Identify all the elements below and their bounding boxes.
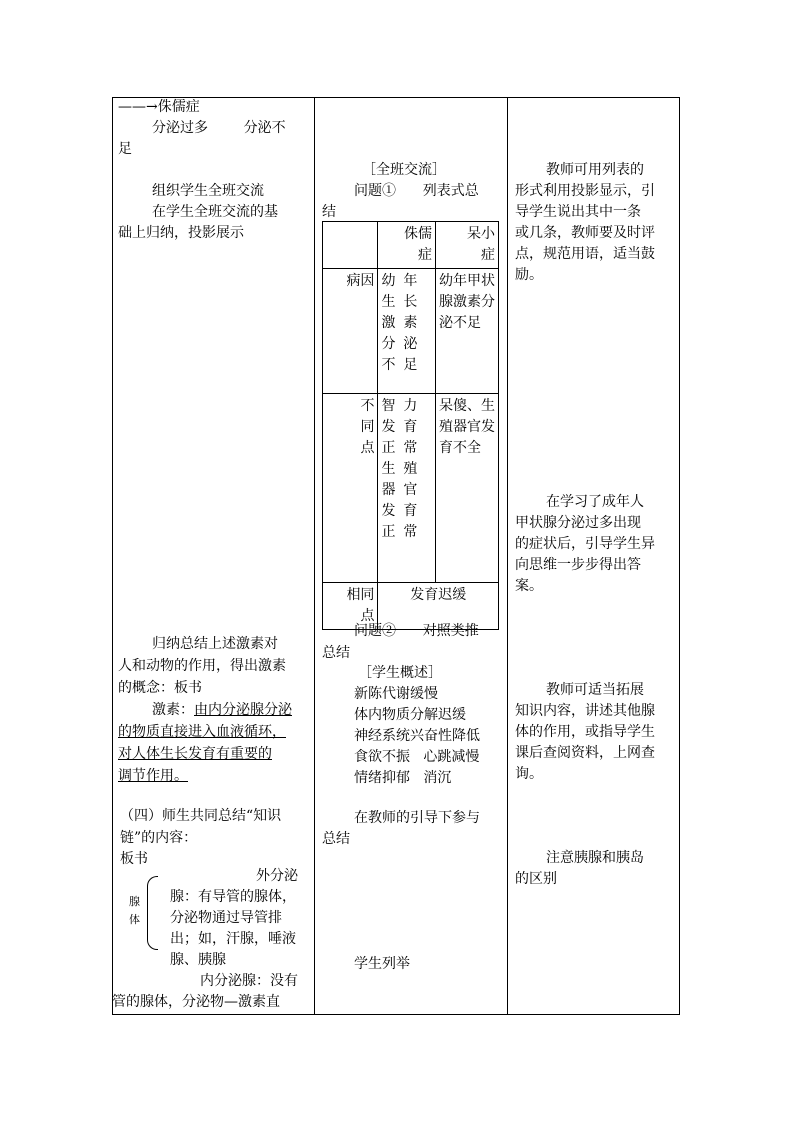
- cause-dwarfism: 幼年生长激素分泌不足: [378, 269, 436, 394]
- row-cause-label: 病因: [323, 269, 378, 394]
- hormone-definition-line-2: 的物质直接进入血液循环，: [118, 724, 286, 740]
- exocrine-1: 外分泌: [256, 868, 298, 884]
- hormone-definition-text: 由内分泌腺分泌: [194, 702, 292, 718]
- exocrine-4: 出；如，汗腺，唾液: [170, 931, 296, 947]
- question-1-line-1: 问题① 列表式总: [354, 183, 479, 199]
- note-2-line-2: 甲状腺分泌过多出现: [515, 515, 641, 531]
- left-summary-2: 础上归纳，投影展示: [118, 225, 244, 241]
- section-4-heading-2: 链”的内容：: [120, 830, 198, 846]
- comparison-table: [322, 221, 499, 630]
- endocrine-1: 内分泌腺：没有: [200, 973, 298, 989]
- row-difference-label: 不同点: [323, 394, 378, 583]
- note-1-line-3: 导学生说出其中一条: [515, 204, 641, 220]
- left-conclude-3: 的概念：板书: [118, 680, 202, 696]
- hormone-label: 激素：: [152, 702, 194, 718]
- note-2-line-4: 向思维一步步得出答: [515, 557, 641, 573]
- note-2-line-5: 案。: [515, 578, 543, 594]
- difference-dwarfism-intellect: 智力发育正常: [381, 398, 426, 456]
- note-1-line-5: 点，规范用语，适当鼓: [515, 246, 655, 262]
- exocrine-2: 腺：有导管的腺体，: [170, 889, 296, 905]
- left-line-dwarfism: ——→侏儒症: [118, 99, 200, 115]
- difference-dwarfism-reproductive: 生殖器官发育正常: [381, 461, 426, 540]
- exocrine-5: 腺、胰腺: [170, 952, 226, 968]
- header-cretinism: 呆小症: [436, 222, 499, 269]
- symptom-4: 食欲不振 心跳减慢: [354, 749, 480, 765]
- gland-brace: [147, 876, 158, 950]
- symptom-3: 神经系统兴奋性降低: [354, 728, 480, 744]
- table-corner-cell: [323, 222, 378, 269]
- left-conclude-1: 归纳总结上述激素对: [152, 636, 278, 652]
- class-exchange-label: ［全班交流］: [362, 162, 446, 178]
- common-value: 发育迟缓: [378, 583, 499, 630]
- students-list: 学生列举: [354, 956, 410, 972]
- cause-cretinism: 幼年甲状腺激素分泌不足: [436, 269, 499, 394]
- gland-label-1: 腺: [129, 895, 140, 908]
- note-2-line-1: 在学习了成年人: [546, 494, 644, 510]
- exocrine-3: 分泌物通过导管排: [170, 910, 282, 926]
- blackboard-label: 板书: [120, 851, 148, 867]
- left-conclude-2: 人和动物的作用，得出激素: [118, 658, 286, 674]
- section-4-heading-1: （四）师生共同总结“知识: [120, 808, 282, 824]
- note-3-line-2: 知识内容，讲述其他腺: [515, 703, 655, 719]
- student-description-label: ［学生概述］: [358, 665, 442, 681]
- question-2-line-2: 总结: [322, 645, 350, 661]
- hormone-definition-line-4: 调节作用。: [118, 768, 188, 784]
- hormone-definition-line-1: [152, 700, 292, 721]
- note-2-line-3: 的症状后，引导学生异: [515, 536, 655, 552]
- note-4-line-2: 的区别: [515, 871, 557, 887]
- endocrine-2: 管的腺体，分泌物—激素直: [112, 994, 280, 1010]
- note-1-line-4: 或几条，教师要及时评: [515, 225, 655, 241]
- symptom-2: 体内物质分解迟缓: [354, 707, 466, 723]
- left-line-secretion: 分泌过多 分泌不: [152, 120, 286, 136]
- left-organize: 组织学生全班交流: [152, 183, 264, 199]
- gland-label-2: 体: [129, 913, 140, 926]
- note-4-line-1: 注意胰腺和胰岛: [546, 850, 644, 866]
- note-3-line-5: 询。: [515, 766, 543, 782]
- note-1-line-2: 形式利用投影显示，引: [515, 183, 655, 199]
- difference-dwarfism: [378, 394, 436, 583]
- column-divider-1: [314, 97, 315, 1015]
- question-1-line-2: 结: [322, 204, 336, 220]
- note-1-line-1: 教师可用列表的: [546, 162, 644, 178]
- symptom-5: 情绪抑郁 消沉: [354, 770, 452, 786]
- left-summary-1: 在学生全班交流的基: [152, 204, 278, 220]
- guided-summary-1: 在教师的引导下参与: [354, 810, 480, 826]
- guided-summary-2: 总结: [322, 831, 350, 847]
- question-2-line-1: 问题② 对照类推: [354, 623, 479, 639]
- hormone-definition-line-3: 对人体生长发育有重要的: [118, 746, 272, 762]
- note-1-line-6: 励。: [515, 267, 543, 283]
- difference-cretinism: 呆傻、生殖器官发育不全: [436, 394, 499, 583]
- header-dwarfism: 侏儒症: [378, 222, 436, 269]
- note-3-line-3: 体的作用，或指导学生: [515, 724, 655, 740]
- left-line-insufficient: 足: [118, 141, 132, 157]
- row-common-label: 相同点: [323, 583, 378, 630]
- column-divider-2: [507, 97, 508, 1015]
- note-3-line-1: 教师可适当拓展: [546, 682, 644, 698]
- note-3-line-4: 课后查阅资料，上网查: [515, 745, 655, 761]
- symptom-1: 新陈代谢缓慢: [354, 686, 438, 702]
